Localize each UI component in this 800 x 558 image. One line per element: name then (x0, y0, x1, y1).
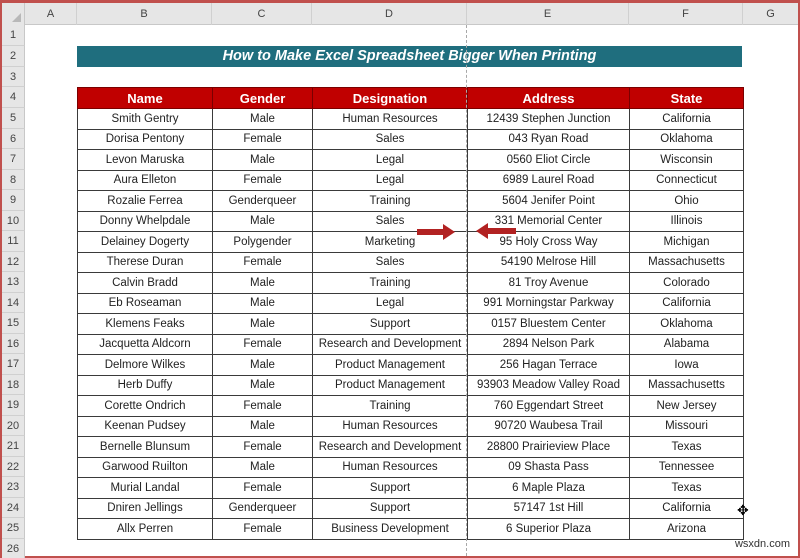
column-header-f[interactable]: F (629, 3, 743, 25)
cell-designation[interactable]: Business Development (313, 519, 468, 540)
table-row (78, 109, 744, 130)
left-arrow-icon (474, 222, 518, 240)
row-header-7[interactable]: 7 (2, 149, 25, 170)
table-row (78, 314, 744, 335)
row-header-5[interactable]: 5 (2, 108, 25, 129)
row-header-24[interactable]: 24 (2, 498, 25, 519)
table-row (78, 375, 744, 396)
cell-name[interactable]: Smith Gentry (78, 109, 213, 130)
table-row (78, 457, 744, 478)
row-header-21[interactable]: 21 (2, 436, 25, 457)
row-header-15[interactable]: 15 (2, 313, 25, 334)
cell-name[interactable]: Keenan Pudsey (78, 416, 213, 437)
cell-state[interactable]: Colorado (630, 273, 744, 294)
column-header-d[interactable]: D (312, 3, 467, 25)
cell-name[interactable]: Rozalie Ferrea (78, 191, 213, 212)
table-row (78, 170, 744, 191)
cell-designation[interactable]: Product Management (313, 375, 468, 396)
cell-name[interactable]: Klemens Feaks (78, 314, 213, 335)
cell-designation[interactable]: Sales (313, 129, 468, 150)
header-name[interactable]: Name (78, 88, 213, 109)
cell-name[interactable]: Corette Ondrich (78, 396, 213, 417)
cell-state[interactable]: California (630, 293, 744, 314)
row-header-12[interactable]: 12 (2, 252, 25, 273)
row-header-11[interactable]: 11 (2, 231, 25, 252)
row-header-3[interactable]: 3 (2, 67, 25, 87)
cell-address[interactable]: 0560 Eliot Circle (468, 150, 630, 171)
cell-address[interactable]: 331 Memorial Center (468, 211, 630, 232)
cell-state[interactable]: Michigan (630, 232, 744, 253)
cell-gender[interactable]: Female (213, 334, 313, 355)
cell-designation[interactable]: Training (313, 191, 468, 212)
cell-gender[interactable]: Female (213, 519, 313, 540)
cell-designation[interactable]: Human Resources (313, 416, 468, 437)
page-break-line[interactable] (466, 25, 467, 558)
cell-name[interactable]: Eb Roseaman (78, 293, 213, 314)
cell-gender[interactable]: Male (213, 416, 313, 437)
cell-gender[interactable]: Male (213, 355, 313, 376)
row-header-2[interactable]: 2 (2, 46, 25, 67)
cell-name[interactable]: Garwood Ruilton (78, 457, 213, 478)
cell-address[interactable]: 991 Morningstar Parkway (468, 293, 630, 314)
table-header-row (78, 88, 744, 109)
cell-state[interactable]: Oklahoma (630, 314, 744, 335)
cell-name[interactable]: Donny Whelpdale (78, 211, 213, 232)
employee-table (77, 87, 744, 540)
cell-address[interactable]: 54190 Melrose Hill (468, 252, 630, 273)
cell-gender[interactable]: Female (213, 396, 313, 417)
cell-designation[interactable]: Legal (313, 293, 468, 314)
table-row (78, 416, 744, 437)
move-cross-icon: ✥ (737, 502, 749, 518)
cell-name[interactable]: Aura Elleton (78, 170, 213, 191)
row-header-20[interactable]: 20 (2, 416, 25, 437)
cell-gender[interactable]: Male (213, 211, 313, 232)
table-row (78, 252, 744, 273)
watermark: wsxdn.com (734, 538, 790, 550)
cell-gender[interactable]: Female (213, 252, 313, 273)
cell-name[interactable]: Dniren Jellings (78, 498, 213, 519)
row-header-18[interactable]: 18 (2, 375, 25, 396)
table-row (78, 293, 744, 314)
header-address[interactable]: Address (468, 88, 630, 109)
row-header-25[interactable]: 25 (2, 518, 25, 539)
row-header-22[interactable]: 22 (2, 457, 25, 478)
cell-designation[interactable]: Research and Development (313, 334, 468, 355)
row-header-9[interactable]: 9 (2, 190, 25, 211)
cell-state[interactable]: Massachusetts (630, 375, 744, 396)
table-row (78, 191, 744, 212)
select-all-button[interactable] (2, 3, 25, 25)
cell-gender[interactable]: Female (213, 437, 313, 458)
cell-state[interactable]: New Jersey (630, 396, 744, 417)
cell-name[interactable]: Murial Landal (78, 478, 213, 499)
row-header-4[interactable]: 4 (2, 87, 25, 108)
cell-state[interactable]: Arizona (630, 519, 744, 540)
cell-name[interactable]: Allx Perren (78, 519, 213, 540)
cell-address[interactable]: 6989 Laurel Road (468, 170, 630, 191)
sheet-title[interactable]: How to Make Excel Spreadsheet Bigger When Printing (77, 46, 742, 67)
cell-state[interactable]: Texas (630, 478, 744, 499)
row-header-26[interactable]: 26 (2, 539, 25, 558)
cell-name[interactable]: Jacquetta Aldcorn (78, 334, 213, 355)
cell-designation[interactable]: Support (313, 314, 468, 335)
cell-designation[interactable]: Sales (313, 211, 468, 232)
cell-address[interactable]: 6 Superior Plaza (468, 519, 630, 540)
cell-gender[interactable]: Male (213, 375, 313, 396)
cell-designation[interactable]: Marketing (313, 232, 468, 253)
cell-designation[interactable]: Support (313, 498, 468, 519)
cell-gender[interactable]: Male (213, 273, 313, 294)
table-row (78, 498, 744, 519)
cell-designation[interactable]: Training (313, 273, 468, 294)
cell-state[interactable]: Tennessee (630, 457, 744, 478)
cell-designation[interactable]: Human Resources (313, 457, 468, 478)
row-header-17[interactable]: 17 (2, 354, 25, 375)
cell-gender[interactable]: Male (213, 457, 313, 478)
cell-address[interactable]: 2894 Nelson Park (468, 334, 630, 355)
cell-state[interactable]: Texas (630, 437, 744, 458)
row-header-8[interactable]: 8 (2, 170, 25, 191)
select-all-triangle-icon (12, 13, 21, 22)
table-row (78, 211, 744, 232)
cell-designation[interactable]: Human Resources (313, 109, 468, 130)
cell-gender[interactable]: Male (213, 109, 313, 130)
row-header-14[interactable]: 14 (2, 293, 25, 314)
column-header-g[interactable]: G (766, 8, 775, 20)
cell-address[interactable]: 09 Shasta Pass (468, 457, 630, 478)
cell-designation[interactable]: Legal (313, 150, 468, 171)
cell-designation[interactable]: Legal (313, 170, 468, 191)
row-header-6[interactable]: 6 (2, 129, 25, 150)
row-header-23[interactable]: 23 (2, 477, 25, 498)
row-header-1[interactable]: 1 (2, 25, 25, 46)
cell-address[interactable]: 81 Troy Avenue (468, 273, 630, 294)
cell-state[interactable]: Connecticut (630, 170, 744, 191)
cell-name[interactable]: Dorisa Pentony (78, 129, 213, 150)
row-header-13[interactable]: 13 (2, 272, 25, 293)
table-row (78, 150, 744, 171)
cell-designation[interactable]: Sales (313, 252, 468, 273)
cell-state[interactable]: Alabama (630, 334, 744, 355)
header-gender[interactable]: Gender (213, 88, 313, 109)
cell-address[interactable]: 90720 Waubesa Trail (468, 416, 630, 437)
cell-name[interactable]: Delmore Wilkes (78, 355, 213, 376)
table-row (78, 396, 744, 417)
cell-address[interactable]: 95 Holy Cross Way (468, 232, 630, 253)
right-arrow-icon (415, 223, 457, 241)
cell-address[interactable]: 256 Hagan Terrace (468, 355, 630, 376)
cell-designation[interactable]: Product Management (313, 355, 468, 376)
cell-address[interactable]: 28800 Prairieview Place (468, 437, 630, 458)
cell-address[interactable]: 6 Maple Plaza (468, 478, 630, 499)
cell-address[interactable]: 0157 Bluestem Center (468, 314, 630, 335)
row-header-19[interactable]: 19 (2, 395, 25, 416)
cell-designation[interactable]: Training (313, 396, 468, 417)
table-row (78, 334, 744, 355)
cell-address[interactable]: 93903 Meadow Valley Road (468, 375, 630, 396)
cell-gender[interactable]: Male (213, 314, 313, 335)
cell-designation[interactable]: Support (313, 478, 468, 499)
column-header-c[interactable]: C (212, 3, 312, 25)
column-header-e[interactable]: E (467, 3, 629, 25)
table-row (78, 478, 744, 499)
cell-gender[interactable]: Female (213, 478, 313, 499)
cell-designation[interactable]: Research and Development (313, 437, 468, 458)
header-state[interactable]: State (630, 88, 744, 109)
cell-gender[interactable]: Male (213, 150, 313, 171)
table-row (78, 355, 744, 376)
cell-name[interactable]: Levon Maruska (78, 150, 213, 171)
cell-name[interactable]: Bernelle Blunsum (78, 437, 213, 458)
column-header-b[interactable]: B (77, 3, 212, 25)
table-row (78, 437, 744, 458)
cell-state[interactable]: California (630, 498, 744, 519)
table-row (78, 129, 744, 150)
cell-address[interactable]: 57147 1st Hill (468, 498, 630, 519)
cell-name[interactable]: Calvin Bradd (78, 273, 213, 294)
table-row (78, 232, 744, 253)
cell-name[interactable]: Therese Duran (78, 252, 213, 273)
cell-state[interactable]: Wisconsin (630, 150, 744, 171)
cell-state[interactable]: Iowa (630, 355, 744, 376)
cell-gender[interactable]: Genderqueer (213, 191, 313, 212)
cell-state[interactable]: Illinois (630, 211, 744, 232)
cell-state[interactable]: Oklahoma (630, 129, 744, 150)
cell-state[interactable]: Massachusetts (630, 252, 744, 273)
row-header-16[interactable]: 16 (2, 334, 25, 355)
cell-name[interactable]: Herb Duffy (78, 375, 213, 396)
cell-gender[interactable]: Female (213, 129, 313, 150)
row-header-10[interactable]: 10 (2, 211, 25, 232)
cell-state[interactable]: Ohio (630, 191, 744, 212)
cell-gender[interactable]: Female (213, 170, 313, 191)
cell-address[interactable]: 043 Ryan Road (468, 129, 630, 150)
cell-gender[interactable]: Genderqueer (213, 498, 313, 519)
cell-gender[interactable]: Polygender (213, 232, 313, 253)
table-row (78, 519, 744, 540)
cell-address[interactable]: 5604 Jenifer Point (468, 191, 630, 212)
cell-state[interactable]: California (630, 109, 744, 130)
column-header-row (2, 3, 798, 25)
cell-state[interactable]: Missouri (630, 416, 744, 437)
cell-address[interactable]: 760 Eggendart Street (468, 396, 630, 417)
table-row (78, 273, 744, 294)
cell-gender[interactable]: Male (213, 293, 313, 314)
cell-address[interactable]: 12439 Stephen Junction (468, 109, 630, 130)
header-designation[interactable]: Designation (313, 88, 468, 109)
column-header-a[interactable]: A (25, 3, 77, 25)
cell-name[interactable]: Delainey Dogerty (78, 232, 213, 253)
